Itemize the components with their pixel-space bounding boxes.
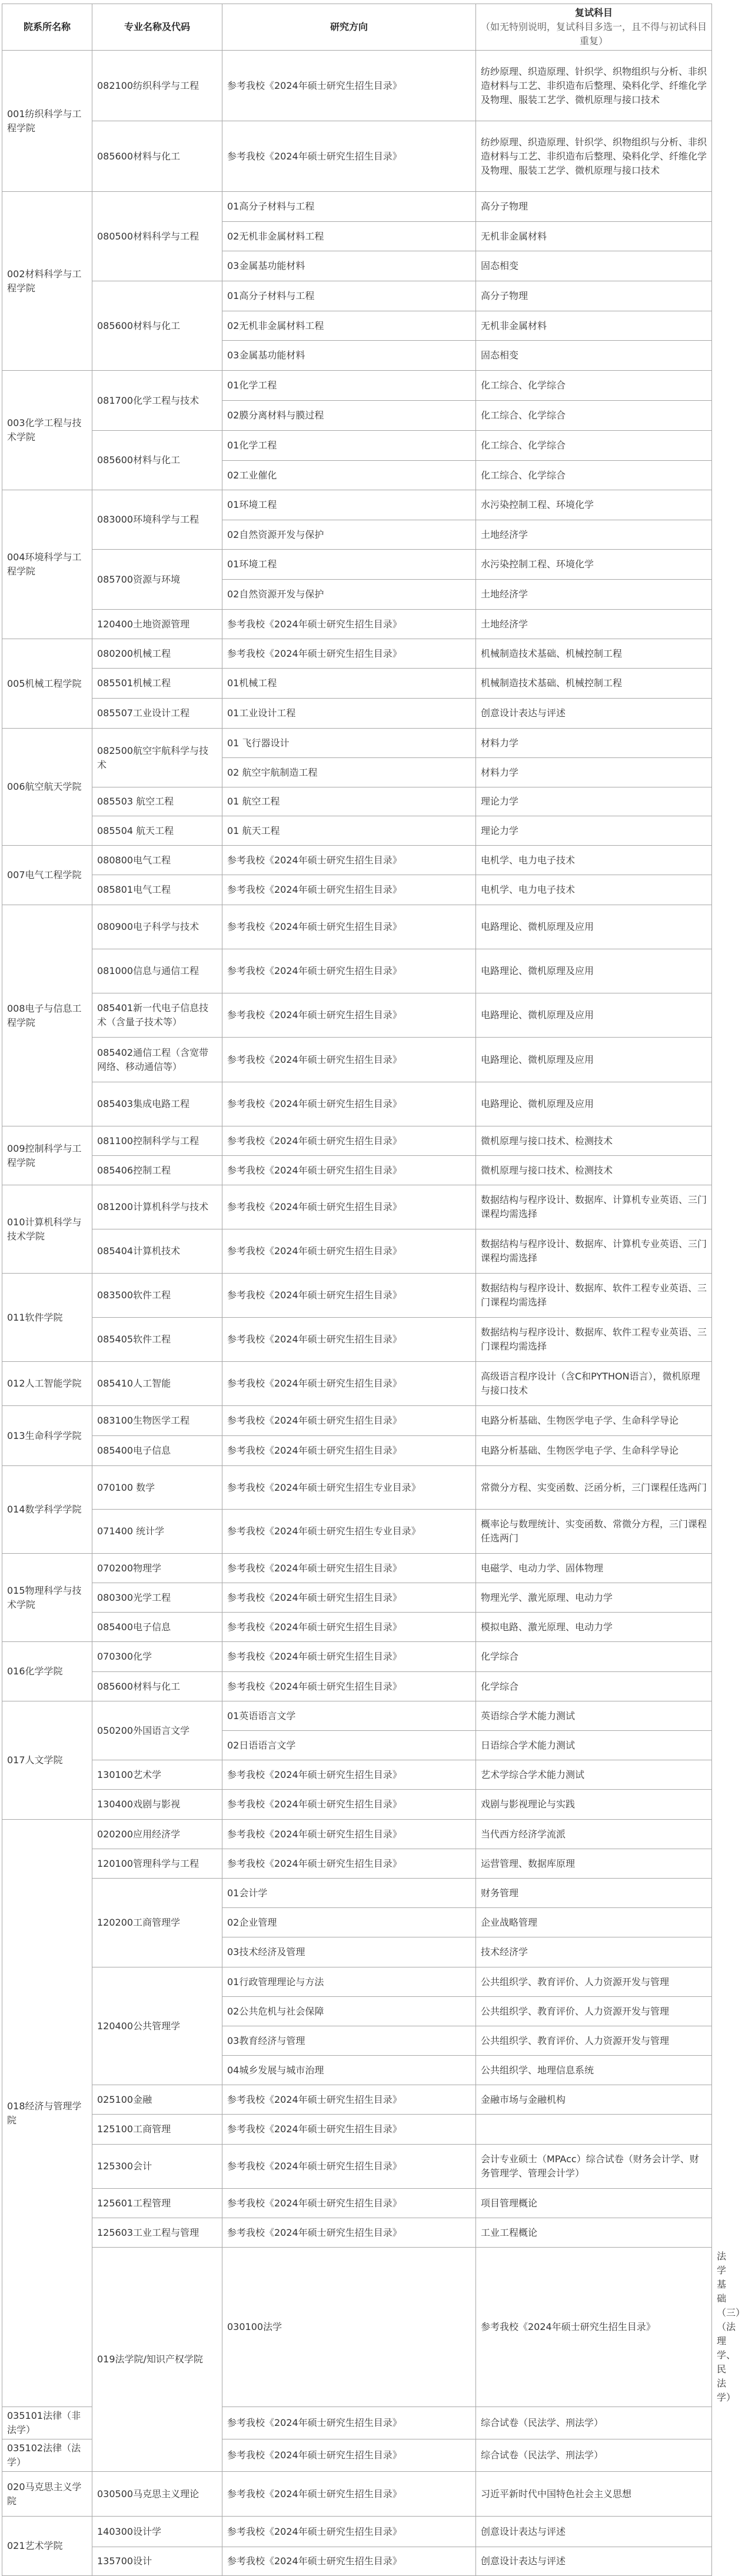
subjects-cell: 电路理论、微机原理及应用 <box>476 905 712 949</box>
subjects-cell: 常微分方程、实变函数、泛函分析，三门课程任选两门 <box>476 1466 712 1510</box>
subjects-cell: 数据结构与程序设计、数据库、软件工程专业英语、三门课程均需选择 <box>476 1318 712 1362</box>
direction-cell: 参考我校《2024年硕士研究生招生目录》 <box>222 1613 476 1642</box>
subjects-cell: 高分子物理 <box>476 192 712 222</box>
major-cell: 081200计算机科学与技术 <box>92 1185 222 1229</box>
direction-cell: 01高分子材料与工程 <box>222 192 476 222</box>
dept-cell: 011软件学院 <box>2 1274 92 1362</box>
dept-cell: 005机械工程学院 <box>2 639 92 729</box>
dept-cell: 012人工智能学院 <box>2 1362 92 1406</box>
direction-cell: 参考我校《2024年硕士研究生招生目录》 <box>476 2248 712 2407</box>
dept-cell: 007电气工程学院 <box>2 846 92 905</box>
dept-cell: 002材料科学与工程学院 <box>2 192 92 371</box>
subjects-cell: 电路理论、微机原理及应用 <box>476 949 712 993</box>
subjects-cell: 高分子物理 <box>476 281 712 311</box>
table-row <box>2 1406 712 1436</box>
direction-cell: 参考我校《2024年硕士研究生招生目录》 <box>222 875 476 905</box>
major-cell: 085402通信工程（含宽带网络、移动通信等） <box>92 1038 222 1082</box>
subjects-cell: 公共组织学、教育评价、人力资源开发与管理 <box>476 1997 712 2026</box>
subjects-cell: 电路理论、微机原理及应用 <box>476 1038 712 1082</box>
subjects-cell: 运营管理、数据库原理 <box>476 1849 712 1879</box>
subjects-cell: 会计专业硕士（MPAcc）综合试卷（财务会计学、财务管理学、管理会计学） <box>476 2145 712 2189</box>
table-row <box>2 1038 712 1082</box>
dept-cell: 008电子与信息工程学院 <box>2 905 92 1126</box>
direction-cell: 参考我校《2024年硕士研究生招生目录》 <box>222 2145 476 2189</box>
table-row <box>2 1126 712 1156</box>
table-row <box>2 1790 712 1820</box>
direction-cell: 参考我校《2024年硕士研究生招生目录》 <box>222 2407 476 2439</box>
direction-cell: 参考我校《2024年硕士研究生招生目录》 <box>222 2439 476 2472</box>
dept-cell: 019法学院/知识产权学院 <box>92 2248 222 2472</box>
direction-cell: 参考我校《2024年硕士研究生招生目录》 <box>222 2218 476 2248</box>
major-cell: 080200机械工程 <box>92 639 222 669</box>
table-row <box>2 1642 712 1672</box>
direction-cell: 参考我校《2024年硕士研究生招生目录》 <box>222 2115 476 2145</box>
subjects-cell: 习近平新时代中国特色社会主义思想 <box>476 2472 712 2517</box>
direction-cell: 参考我校《2024年硕士研究生招生目录》 <box>222 2517 476 2547</box>
header-dept: 院系所名称 <box>2 4 92 51</box>
major-cell: 125100工商管理 <box>92 2115 222 2145</box>
direction-cell: 参考我校《2024年硕士研究生招生目录》 <box>222 1554 476 1583</box>
direction-cell: 参考我校《2024年硕士研究生招生目录》 <box>222 1229 476 1274</box>
direction-cell: 02企业管理 <box>222 1908 476 1937</box>
dept-cell: 001纺织科学与工程学院 <box>2 51 92 192</box>
major-cell: 085401新一代电子信息技术（含量子技术等） <box>92 993 222 1038</box>
subjects-cell: 土地经济学 <box>476 610 712 639</box>
table-row <box>2 949 712 993</box>
subjects-cell: 当代西方经济学流派 <box>476 1820 712 1849</box>
table-row <box>2 1672 712 1701</box>
table-row <box>2 490 712 520</box>
table-body <box>2 4 745 2576</box>
table-row <box>2 2115 712 2145</box>
direction-cell: 02无机非金属材料工程 <box>222 222 476 251</box>
direction-cell: 参考我校《2024年硕士研究生招生目录》 <box>222 639 476 669</box>
major-cell: 085507工业设计工程 <box>92 699 222 729</box>
major-cell: 020200应用经济学 <box>92 1820 222 1849</box>
table-row <box>2 669 712 699</box>
table-row <box>2 1613 712 1642</box>
subjects-cell: 电路理论、微机原理及应用 <box>476 993 712 1038</box>
direction-cell: 04城乡发展与城市治理 <box>222 2056 476 2085</box>
major-cell: 085406控制工程 <box>92 1156 222 1185</box>
subjects-cell: 材料力学 <box>476 729 712 758</box>
table-row <box>2 1583 712 1613</box>
direction-cell: 参考我校《2024年硕士研究生招生目录》 <box>222 610 476 639</box>
table-row <box>2 846 712 875</box>
major-cell: 085801电气工程 <box>92 875 222 905</box>
major-cell: 130100艺术学 <box>92 1760 222 1790</box>
dept-cell: 016化学学院 <box>2 1642 92 1701</box>
subjects-cell: 机械制造技术基础、机械控制工程 <box>476 639 712 669</box>
dept-cell: 003化学工程与技术学院 <box>2 371 92 490</box>
direction-cell: 参考我校《2024年硕士研究生招生目录》 <box>222 2472 476 2517</box>
subjects-cell: 纺纱原理、织造原理、针织学、织物组织与分析、非织造材料与工艺、非织造布后整理、染料化学、纤维化学及物理、服装工艺学、微机原理与接口技术 <box>476 51 712 121</box>
direction-cell: 02无机非金属材料工程 <box>222 311 476 341</box>
table-row <box>2 550 712 580</box>
subjects-cell: 机械制造技术基础、机械控制工程 <box>476 669 712 699</box>
table-row <box>2 1820 712 1849</box>
direction-cell: 参考我校《2024年硕士研究生招生专业目录》 <box>222 1510 476 1554</box>
subjects-cell: 水污染控制工程、环境化学 <box>476 490 712 520</box>
major-cell: 085400电子信息 <box>92 1436 222 1466</box>
direction-cell: 参考我校《2024年硕士研究生招生目录》 <box>222 846 476 875</box>
table-row <box>2 192 712 222</box>
direction-cell: 参考我校《2024年硕士研究生招生目录》 <box>222 905 476 949</box>
major-cell: 125300会计 <box>92 2145 222 2189</box>
direction-cell: 参考我校《2024年硕士研究生招生目录》 <box>222 2189 476 2218</box>
major-cell: 035102法律（法学） <box>2 2439 92 2472</box>
major-cell: 085501机械工程 <box>92 669 222 699</box>
major-cell: 070100 数学 <box>92 1466 222 1510</box>
major-cell: 085400电子信息 <box>92 1613 222 1642</box>
direction-cell: 参考我校《2024年硕士研究生招生目录》 <box>222 1849 476 1879</box>
subjects-cell: 创意设计表达与评述 <box>476 2517 712 2547</box>
direction-cell: 02自然资源开发与保护 <box>222 520 476 550</box>
subjects-cell: 综合试卷（民法学、刑法学） <box>476 2439 712 2472</box>
subjects-cell: 无机非金属材料 <box>476 311 712 341</box>
direction-cell: 01化学工程 <box>222 371 476 401</box>
major-cell: 085700资源与环境 <box>92 550 222 610</box>
direction-cell: 03金属基功能材料 <box>222 251 476 281</box>
direction-cell: 02公共危机与社会保障 <box>222 1997 476 2026</box>
direction-cell: 02膜分离材料与膜过程 <box>222 401 476 431</box>
header-row <box>2 4 712 51</box>
table-row <box>2 1436 712 1466</box>
subjects-cell: 艺术学综合学术能力测试 <box>476 1760 712 1790</box>
subjects-cell: 戏剧与影视理论与实践 <box>476 1790 712 1820</box>
table-row <box>2 639 712 669</box>
direction-cell: 参考我校《2024年硕士研究生招生目录》 <box>222 1642 476 1672</box>
subjects-cell <box>476 2115 712 2145</box>
table-row <box>2 1760 712 1790</box>
major-cell: 083000环境科学与工程 <box>92 490 222 550</box>
subjects-cell: 概率论与数理统计、实变函数、常微分方程，三门课程任选两门 <box>476 1510 712 1554</box>
subjects-cell: 高级语言程序设计（含C和PYTHON语言），微机原理与接口技术 <box>476 1362 712 1406</box>
direction-cell: 01 航天工程 <box>222 816 476 846</box>
direction-cell: 01高分子材料与工程 <box>222 281 476 311</box>
major-cell: 081000信息与通信工程 <box>92 949 222 993</box>
direction-cell: 参考我校《2024年硕士研究生招生目录》 <box>222 1038 476 1082</box>
table-row <box>2 2085 712 2115</box>
table-row <box>2 699 712 729</box>
direction-cell: 参考我校《2024年硕士研究生招生目录》 <box>222 1082 476 1126</box>
subjects-cell: 技术经济学 <box>476 1937 712 1967</box>
major-cell: 050200外国语言文学 <box>92 1701 222 1760</box>
direction-cell: 参考我校《2024年硕士研究生招生目录》 <box>222 1126 476 1156</box>
subjects-cell: 理论力学 <box>476 816 712 846</box>
major-cell: 035101法律（非法学） <box>2 2407 92 2439</box>
direction-cell: 参考我校《2024年硕士研究生招生目录》 <box>222 993 476 1038</box>
subjects-cell: 纺纱原理、织造原理、针织学、织物组织与分析、非织造材料与工艺、非织造布后整理、染料化学、纤维化学及物理、服装工艺学、微机原理与接口技术 <box>476 121 712 192</box>
major-cell: 120400土地资源管理 <box>92 610 222 639</box>
subjects-cell: 电机学、电力电子技术 <box>476 846 712 875</box>
major-cell: 030500马克思主义理论 <box>92 2472 222 2517</box>
major-cell: 125603工业工程与管理 <box>92 2218 222 2248</box>
direction-cell: 参考我校《2024年硕士研究生招生目录》 <box>222 1820 476 1849</box>
direction-cell: 参考我校《2024年硕士研究生招生目录》 <box>222 1760 476 1790</box>
table-row <box>2 431 712 461</box>
table-row <box>2 905 712 949</box>
direction-cell: 01环境工程 <box>222 550 476 580</box>
table-row <box>2 1362 712 1406</box>
major-cell: 085403集成电路工程 <box>92 1082 222 1126</box>
major-cell: 080300光学工程 <box>92 1583 222 1613</box>
subjects-cell: 创意设计表达与评述 <box>476 2547 712 2576</box>
direction-cell: 01环境工程 <box>222 490 476 520</box>
table-row <box>2 281 712 311</box>
dept-cell: 010计算机科学与技术学院 <box>2 1185 92 1274</box>
subjects-cell: 电路分析基础、生物医学电子学、生命科学导论 <box>476 1436 712 1466</box>
subjects-cell: 化工综合、化学综合 <box>476 461 712 490</box>
major-cell: 085600材料与化工 <box>92 1672 222 1701</box>
direction-cell: 参考我校《2024年硕士研究生招生目录》 <box>222 1790 476 1820</box>
major-cell: 120100管理科学与工程 <box>92 1849 222 1879</box>
table-row <box>2 1318 712 1362</box>
subjects-cell: 数据结构与程序设计、数据库、计算机专业英语、三门课程均需选择 <box>476 1229 712 1274</box>
major-cell: 085600材料与化工 <box>92 431 222 490</box>
direction-cell: 02 航空宇航制造工程 <box>222 758 476 787</box>
direction-cell: 01 飞行器设计 <box>222 729 476 758</box>
direction-cell: 参考我校《2024年硕士研究生招生目录》 <box>222 121 476 192</box>
major-cell: 135700设计 <box>92 2547 222 2576</box>
table-row <box>2 2517 712 2547</box>
subjects-cell: 固态相变 <box>476 251 712 281</box>
dept-cell: 013生命科学学院 <box>2 1406 92 1466</box>
retest-subject-table <box>2 4 745 2576</box>
direction-cell: 参考我校《2024年硕士研究生招生目录》 <box>222 1672 476 1701</box>
table-row <box>2 875 712 905</box>
subjects-cell: 电磁学、电动力学、固体物理 <box>476 1554 712 1583</box>
subjects-cell: 水污染控制工程、环境化学 <box>476 550 712 580</box>
table-row <box>2 610 712 639</box>
subjects-cell: 项目管理概论 <box>476 2189 712 2218</box>
table-row <box>2 1466 712 1510</box>
major-cell: 120200工商管理学 <box>92 1879 222 1967</box>
subjects-cell: 土地经济学 <box>476 520 712 550</box>
table-row <box>2 1274 712 1318</box>
table-row <box>2 1229 712 1274</box>
direction-cell: 参考我校《2024年硕士研究生招生目录》 <box>222 1156 476 1185</box>
dept-cell: 006航空航天学院 <box>2 729 92 846</box>
major-cell: 085405软件工程 <box>92 1318 222 1362</box>
header-major: 专业名称及代码 <box>92 4 222 51</box>
direction-cell: 参考我校《2024年硕士研究生招生目录》 <box>222 1406 476 1436</box>
subjects-cell: 英语综合学术能力测试 <box>476 1701 712 1731</box>
subjects-cell: 财务管理 <box>476 1879 712 1908</box>
subjects-cell: 数据结构与程序设计、数据库、软件工程专业英语、三门课程均需选择 <box>476 1274 712 1318</box>
subjects-cell: 土地经济学 <box>476 580 712 610</box>
table-row <box>2 2145 712 2189</box>
subjects-cell: 公共组织学、地理信息系统 <box>476 2056 712 2085</box>
major-cell: 030100法学 <box>222 2248 476 2407</box>
direction-cell: 参考我校《2024年硕士研究生招生目录》 <box>222 2547 476 2576</box>
subjects-cell: 公共组织学、教育评价、人力资源开发与管理 <box>476 2026 712 2056</box>
major-cell: 083500软件工程 <box>92 1274 222 1318</box>
subjects-cell: 电路分析基础、生物医学电子学、生命科学导论 <box>476 1406 712 1436</box>
subjects-cell: 综合试卷（民法学、刑法学） <box>476 2407 712 2439</box>
subjects-cell: 化工综合、化学综合 <box>476 371 712 401</box>
header-subjects-title: 复试科目 <box>574 7 613 18</box>
subjects-cell: 创意设计表达与评述 <box>476 699 712 729</box>
major-cell: 025100金融 <box>92 2085 222 2115</box>
dept-cell: 004环境科学与工程学院 <box>2 490 92 639</box>
subjects-cell: 物理光学、激光原理、电动力学 <box>476 1583 712 1613</box>
table-row <box>2 1156 712 1185</box>
subjects-cell: 无机非金属材料 <box>476 222 712 251</box>
subjects-cell: 电路理论、微机原理及应用 <box>476 1082 712 1126</box>
direction-cell: 02工业催化 <box>222 461 476 490</box>
table-row: 019法学院/知识产权学院 030100法学 参考我校《2024年硕士研究生招生目录》 法学基础（三）（法理学、民法学） <box>2 2248 712 2407</box>
subjects-cell: 工业工程概论 <box>476 2218 712 2248</box>
direction-cell: 参考我校《2024年硕士研究生招生目录》 <box>222 1185 476 1229</box>
major-cell: 071400 统计学 <box>92 1510 222 1554</box>
subjects-cell: 电机学、电力电子技术 <box>476 875 712 905</box>
direction-cell: 01行政管理理论与方法 <box>222 1967 476 1997</box>
table-row <box>2 2547 712 2576</box>
table-row <box>2 51 712 121</box>
direction-cell: 参考我校《2024年硕士研究生招生目录》 <box>222 1362 476 1406</box>
direction-cell: 参考我校《2024年硕士研究生招生目录》 <box>222 1583 476 1613</box>
major-cell: 120400公共管理学 <box>92 1967 222 2085</box>
subjects-cell: 化学综合 <box>476 1672 712 1701</box>
major-cell: 080500材料科学与工程 <box>92 192 222 281</box>
major-cell: 081100控制科学与工程 <box>92 1126 222 1156</box>
table-row <box>2 1510 712 1554</box>
table-row <box>2 729 712 758</box>
major-cell: 080900电子科学与技术 <box>92 905 222 949</box>
direction-cell: 02自然资源开发与保护 <box>222 580 476 610</box>
subjects-cell: 化工综合、化学综合 <box>476 431 712 461</box>
header-direction: 研究方向 <box>222 4 476 51</box>
subjects-cell: 化学综合 <box>476 1642 712 1672</box>
major-cell: 070300化学 <box>92 1642 222 1672</box>
dept-cell: 018经济与管理学院 <box>2 1820 92 2407</box>
major-cell: 082500航空宇航科学与技术 <box>92 729 222 787</box>
table-row <box>2 816 712 846</box>
header-subjects <box>476 4 712 51</box>
dept-cell: 017人文学院 <box>2 1701 92 1820</box>
subjects-cell: 模拟电路、激光原理、电动力学 <box>476 1613 712 1642</box>
direction-cell: 03教育经济与管理 <box>222 2026 476 2056</box>
major-cell: 085504 航天工程 <box>92 816 222 846</box>
direction-cell: 01工业设计工程 <box>222 699 476 729</box>
dept-cell: 021艺术学院 <box>2 2517 92 2576</box>
table-row <box>2 121 712 192</box>
subjects-cell: 数据结构与程序设计、数据库、计算机专业英语、三门课程均需选择 <box>476 1185 712 1229</box>
subjects-cell: 化工综合、化学综合 <box>476 401 712 431</box>
direction-cell: 01会计学 <box>222 1879 476 1908</box>
table-row <box>2 1849 712 1879</box>
major-cell: 083100生物医学工程 <box>92 1406 222 1436</box>
major-cell: 082100纺织科学与工程 <box>92 51 222 121</box>
major-cell: 085503 航空工程 <box>92 787 222 816</box>
table-row <box>2 1554 712 1583</box>
table-row <box>2 1967 712 1997</box>
table-row <box>2 2472 712 2517</box>
subjects-cell: 微机原理与接口技术、检测技术 <box>476 1156 712 1185</box>
direction-cell: 01机械工程 <box>222 669 476 699</box>
table-row <box>2 787 712 816</box>
direction-cell: 参考我校《2024年硕士研究生招生目录》 <box>222 949 476 993</box>
direction-cell: 03技术经济及管理 <box>222 1937 476 1967</box>
major-cell: 081700化学工程与技术 <box>92 371 222 431</box>
table-row <box>2 1879 712 1908</box>
direction-cell: 01 航空工程 <box>222 787 476 816</box>
direction-cell: 参考我校《2024年硕士研究生招生目录》 <box>222 1318 476 1362</box>
direction-cell: 参考我校《2024年硕士研究生招生目录》 <box>222 1436 476 1466</box>
subjects-cell: 日语综合学术能力测试 <box>476 1731 712 1760</box>
direction-cell: 参考我校《2024年硕士研究生招生专业目录》 <box>222 1466 476 1510</box>
direction-cell: 参考我校《2024年硕士研究生招生目录》 <box>222 2085 476 2115</box>
major-cell: 125601工程管理 <box>92 2189 222 2218</box>
dept-cell: 009控制科学与工程学院 <box>2 1126 92 1185</box>
dept-cell: 020马克思主义学院 <box>2 2472 92 2517</box>
subjects-cell: 固态相变 <box>476 341 712 371</box>
major-cell: 080800电气工程 <box>92 846 222 875</box>
subjects-cell: 材料力学 <box>476 758 712 787</box>
subjects-cell: 理论力学 <box>476 787 712 816</box>
direction-cell: 参考我校《2024年硕士研究生招生目录》 <box>222 1274 476 1318</box>
direction-cell: 03金属基功能材料 <box>222 341 476 371</box>
direction-cell: 02日语语言文学 <box>222 1731 476 1760</box>
major-cell: 070200物理学 <box>92 1554 222 1583</box>
table-row <box>2 1185 712 1229</box>
major-cell: 085410人工智能 <box>92 1362 222 1406</box>
major-cell: 085600材料与化工 <box>92 121 222 192</box>
major-cell: 140300设计学 <box>92 2517 222 2547</box>
dept-cell: 015物理科学与技术学院 <box>2 1554 92 1642</box>
direction-cell: 参考我校《2024年硕士研究生招生目录》 <box>222 51 476 121</box>
table-row <box>2 2218 712 2248</box>
direction-cell: 01英语语言文学 <box>222 1701 476 1731</box>
table-row <box>2 371 712 401</box>
table-row <box>2 1082 712 1126</box>
major-cell: 130400戏剧与影视 <box>92 1790 222 1820</box>
direction-cell: 01化学工程 <box>222 431 476 461</box>
dept-cell: 014数学科学学院 <box>2 1466 92 1554</box>
header-subjects-note: （如无特别说明，复试科目多选一，且不得与初试科目重复） <box>481 21 707 46</box>
table-row <box>2 1701 712 1731</box>
subjects-cell: 企业战略管理 <box>476 1908 712 1937</box>
major-cell: 085600材料与化工 <box>92 281 222 371</box>
subjects-cell: 公共组织学、教育评价、人力资源开发与管理 <box>476 1967 712 1997</box>
major-cell: 085404计算机技术 <box>92 1229 222 1274</box>
subjects-cell: 微机原理与接口技术、检测技术 <box>476 1126 712 1156</box>
table-row <box>2 993 712 1038</box>
subjects-cell: 金融市场与金融机构 <box>476 2085 712 2115</box>
table-row <box>2 2189 712 2218</box>
